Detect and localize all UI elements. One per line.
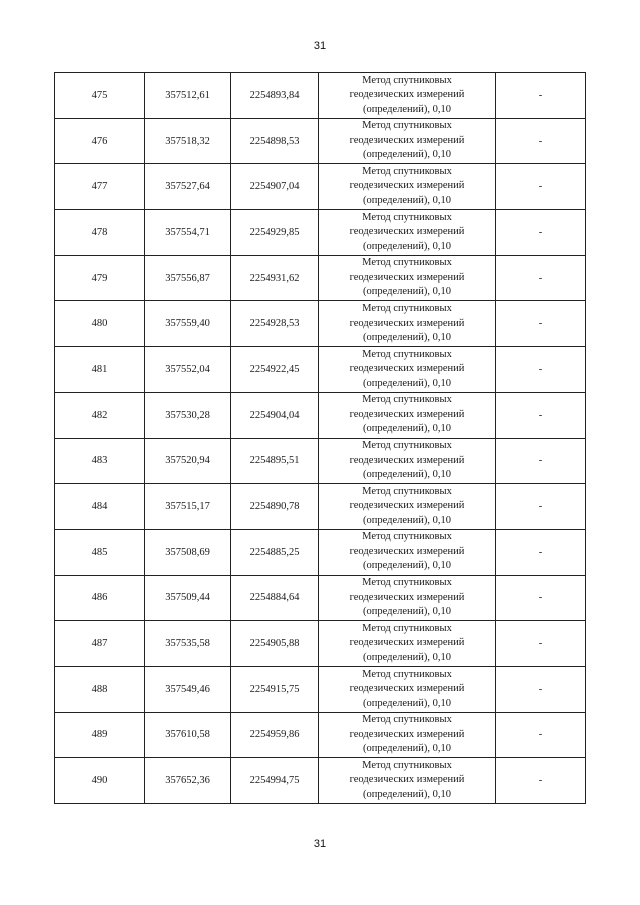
note-cell: - [496, 118, 586, 164]
note-cell: - [496, 255, 586, 301]
method-line-3: (определений), 0,10 [362, 149, 452, 161]
method-line-2: геодезических измерений [349, 545, 465, 557]
x-coordinate-cell: 357652,36 [145, 758, 231, 804]
y-coordinate-cell: 2254994,75 [231, 758, 319, 804]
y-coordinate-cell: 2254893,84 [231, 73, 319, 119]
x-coordinate-cell: 357559,40 [145, 301, 231, 347]
method-cell [319, 621, 496, 667]
y-coordinate-cell: 2254931,62 [231, 255, 319, 301]
note-cell: - [496, 392, 586, 438]
method-line-1: Метод спутниковых [362, 440, 452, 452]
method-line-1: Метод спутниковых [362, 622, 452, 634]
method-cell [319, 529, 496, 575]
point-number-cell: 475 [55, 73, 145, 119]
table-row [55, 255, 586, 301]
method-line-2: геодезических измерений [349, 500, 465, 512]
method-line-1: Метод спутниковых [362, 348, 452, 360]
method-cell [319, 758, 496, 804]
table-row [55, 621, 586, 667]
method-line-1: Метод спутниковых [362, 303, 452, 315]
point-number-cell: 486 [55, 575, 145, 621]
method-line-3: (определений), 0,10 [362, 377, 452, 389]
method-line-2: геодезических измерений [349, 226, 465, 238]
table-row [55, 666, 586, 712]
method-cell [319, 575, 496, 621]
point-number-cell: 477 [55, 164, 145, 210]
method-line-3: (определений), 0,10 [362, 240, 452, 252]
note-cell: - [496, 164, 586, 210]
table-row [55, 347, 586, 393]
x-coordinate-cell: 357527,64 [145, 164, 231, 210]
method-line-3: (определений), 0,10 [362, 286, 452, 298]
method-line-3: (определений), 0,10 [362, 469, 452, 481]
y-coordinate-cell: 2254907,04 [231, 164, 319, 210]
note-cell: - [496, 484, 586, 530]
method-line-3: (определений), 0,10 [362, 743, 452, 755]
method-line-3: (определений), 0,10 [362, 423, 452, 435]
method-cell [319, 210, 496, 256]
table-row [55, 301, 586, 347]
method-line-2: геодезических измерений [349, 637, 465, 649]
table-row [55, 210, 586, 256]
point-number-cell: 481 [55, 347, 145, 393]
method-cell [319, 712, 496, 758]
x-coordinate-cell: 357552,04 [145, 347, 231, 393]
x-coordinate-cell: 357549,46 [145, 666, 231, 712]
x-coordinate-cell: 357508,69 [145, 529, 231, 575]
note-cell: - [496, 301, 586, 347]
method-line-2: геодезических измерений [349, 180, 465, 192]
method-line-1: Метод спутниковых [362, 714, 452, 726]
method-cell [319, 164, 496, 210]
method-line-1: Метод спутниковых [362, 165, 452, 177]
method-line-1: Метод спутниковых [362, 531, 452, 543]
note-cell: - [496, 438, 586, 484]
x-coordinate-cell: 357610,58 [145, 712, 231, 758]
method-line-3: (определений), 0,10 [362, 332, 452, 344]
method-line-2: геодезических измерений [349, 134, 465, 146]
note-cell: - [496, 575, 586, 621]
table-row [55, 575, 586, 621]
y-coordinate-cell: 2254915,75 [231, 666, 319, 712]
method-line-3: (определений), 0,10 [362, 103, 452, 115]
method-line-2: геодезических измерений [349, 774, 465, 786]
note-cell: - [496, 758, 586, 804]
method-line-2: геодезических измерений [349, 408, 465, 420]
x-coordinate-cell: 357515,17 [145, 484, 231, 530]
method-cell [319, 347, 496, 393]
method-line-1: Метод спутниковых [362, 485, 452, 497]
y-coordinate-cell: 2254959,86 [231, 712, 319, 758]
method-cell [319, 666, 496, 712]
point-number-cell: 479 [55, 255, 145, 301]
table-row [55, 118, 586, 164]
method-line-1: Метод спутниковых [362, 394, 452, 406]
method-line-2: геодезических измерений [349, 683, 465, 695]
x-coordinate-cell: 357556,87 [145, 255, 231, 301]
point-number-cell: 488 [55, 666, 145, 712]
note-cell: - [496, 666, 586, 712]
point-number-cell: 482 [55, 392, 145, 438]
method-line-3: (определений), 0,10 [362, 606, 452, 618]
y-coordinate-cell: 2254895,51 [231, 438, 319, 484]
method-line-2: геодезических измерений [349, 591, 465, 603]
method-line-1: Метод спутниковых [362, 257, 452, 269]
note-cell: - [496, 210, 586, 256]
y-coordinate-cell: 2254885,25 [231, 529, 319, 575]
method-line-2: геодезических измерений [349, 317, 465, 329]
method-line-3: (определений), 0,10 [362, 651, 452, 663]
method-line-2: геодезических измерений [349, 89, 465, 101]
method-cell [319, 73, 496, 119]
page-number-top: 31 [313, 40, 327, 52]
point-number-cell: 490 [55, 758, 145, 804]
y-coordinate-cell: 2254929,85 [231, 210, 319, 256]
y-coordinate-cell: 2254904,04 [231, 392, 319, 438]
method-line-1: Метод спутниковых [362, 211, 452, 223]
table-row [55, 164, 586, 210]
point-number-cell: 478 [55, 210, 145, 256]
y-coordinate-cell: 2254922,45 [231, 347, 319, 393]
table-row [55, 484, 586, 530]
x-coordinate-cell: 357520,94 [145, 438, 231, 484]
table-row [55, 529, 586, 575]
y-coordinate-cell: 2254928,53 [231, 301, 319, 347]
method-line-3: (определений), 0,10 [362, 514, 452, 526]
table-row [55, 712, 586, 758]
x-coordinate-cell: 357530,28 [145, 392, 231, 438]
coordinates-table [54, 72, 586, 804]
x-coordinate-cell: 357512,61 [145, 73, 231, 119]
method-line-2: геодезических измерений [349, 454, 465, 466]
y-coordinate-cell: 2254884,64 [231, 575, 319, 621]
method-line-3: (определений), 0,10 [362, 194, 452, 206]
point-number-cell: 480 [55, 301, 145, 347]
y-coordinate-cell: 2254898,53 [231, 118, 319, 164]
method-cell [319, 255, 496, 301]
method-line-2: геодезических измерений [349, 728, 465, 740]
method-line-2: геодезических измерений [349, 271, 465, 283]
point-number-cell: 489 [55, 712, 145, 758]
method-line-1: Метод спутниковых [362, 74, 452, 86]
x-coordinate-cell: 357509,44 [145, 575, 231, 621]
table-row [55, 438, 586, 484]
method-cell [319, 392, 496, 438]
method-cell [319, 438, 496, 484]
table-body [55, 73, 586, 804]
y-coordinate-cell: 2254890,78 [231, 484, 319, 530]
table-row [55, 392, 586, 438]
method-cell [319, 484, 496, 530]
x-coordinate-cell: 357554,71 [145, 210, 231, 256]
method-line-3: (определений), 0,10 [362, 697, 452, 709]
note-cell: - [496, 621, 586, 667]
method-cell [319, 301, 496, 347]
point-number-cell: 483 [55, 438, 145, 484]
table-row [55, 758, 586, 804]
method-line-3: (определений), 0,10 [362, 788, 452, 800]
note-cell: - [496, 712, 586, 758]
method-cell [319, 118, 496, 164]
x-coordinate-cell: 357518,32 [145, 118, 231, 164]
y-coordinate-cell: 2254905,88 [231, 621, 319, 667]
method-line-1: Метод спутниковых [362, 577, 452, 589]
note-cell: - [496, 347, 586, 393]
point-number-cell: 487 [55, 621, 145, 667]
note-cell: - [496, 73, 586, 119]
note-cell: - [496, 529, 586, 575]
method-line-3: (определений), 0,10 [362, 560, 452, 572]
page-number-bottom: 31 [313, 838, 327, 850]
method-line-1: Метод спутниковых [362, 120, 452, 132]
method-line-1: Метод спутниковых [362, 759, 452, 771]
method-line-2: геодезических измерений [349, 363, 465, 375]
table-row [55, 73, 586, 119]
method-line-1: Метод спутниковых [362, 668, 452, 680]
point-number-cell: 476 [55, 118, 145, 164]
point-number-cell: 484 [55, 484, 145, 530]
point-number-cell: 485 [55, 529, 145, 575]
x-coordinate-cell: 357535,58 [145, 621, 231, 667]
